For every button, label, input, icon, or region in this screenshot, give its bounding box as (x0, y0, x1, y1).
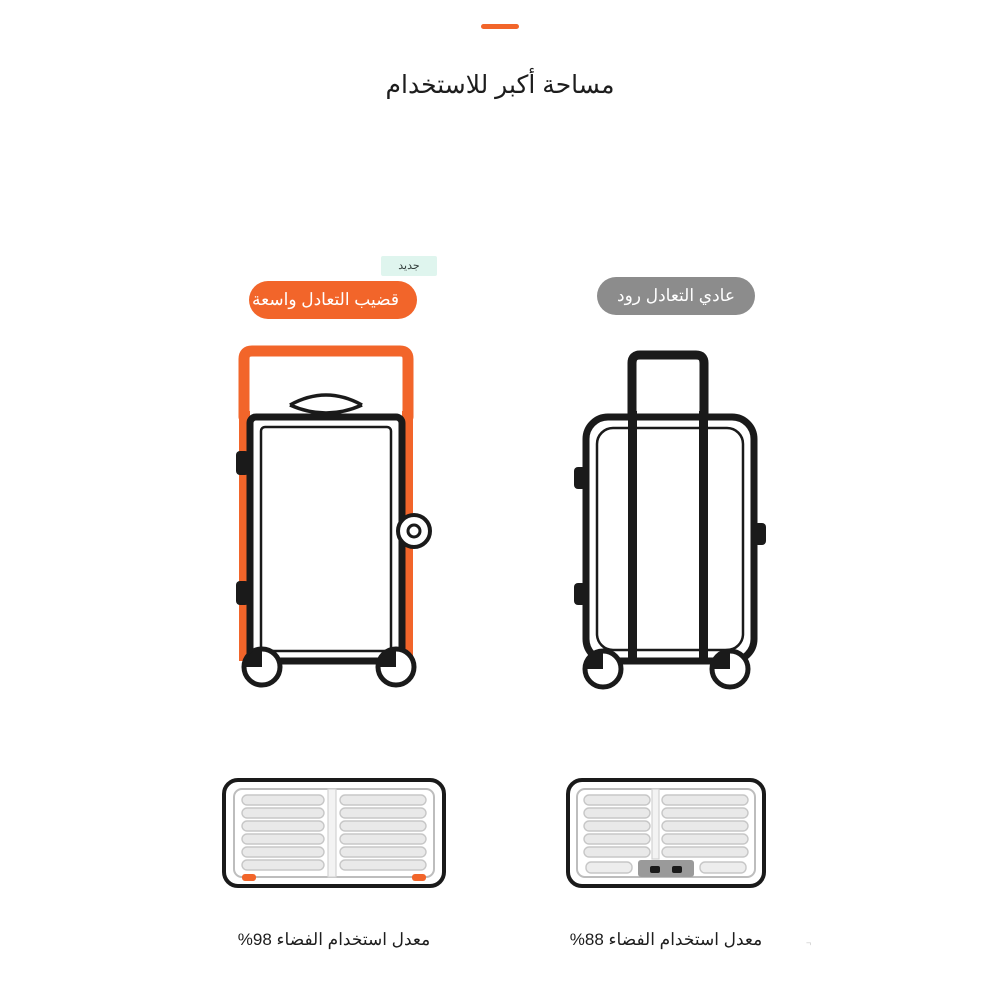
watermark: ¬ (806, 938, 812, 948)
capacity-caption-right: معدل استخدام الفضاء 88% (569, 930, 763, 949)
label-pill-left: قضيب التعادل واسعة (249, 281, 417, 319)
label-pill-right: عادي التعادل رود (597, 277, 755, 315)
accent-dash (481, 24, 519, 29)
capacity-diagram-right (566, 778, 766, 888)
capacity-caption-left: معدل استخدام الفضاء 98% (237, 930, 431, 949)
suitcase-standard-handle-icon (570, 345, 770, 705)
suitcase-wide-handle-icon (228, 345, 448, 705)
capacity-diagram-left (222, 778, 446, 888)
badge-new: جديد (381, 256, 437, 276)
page-title: مساحة أكبر للاستخدام (385, 71, 615, 99)
